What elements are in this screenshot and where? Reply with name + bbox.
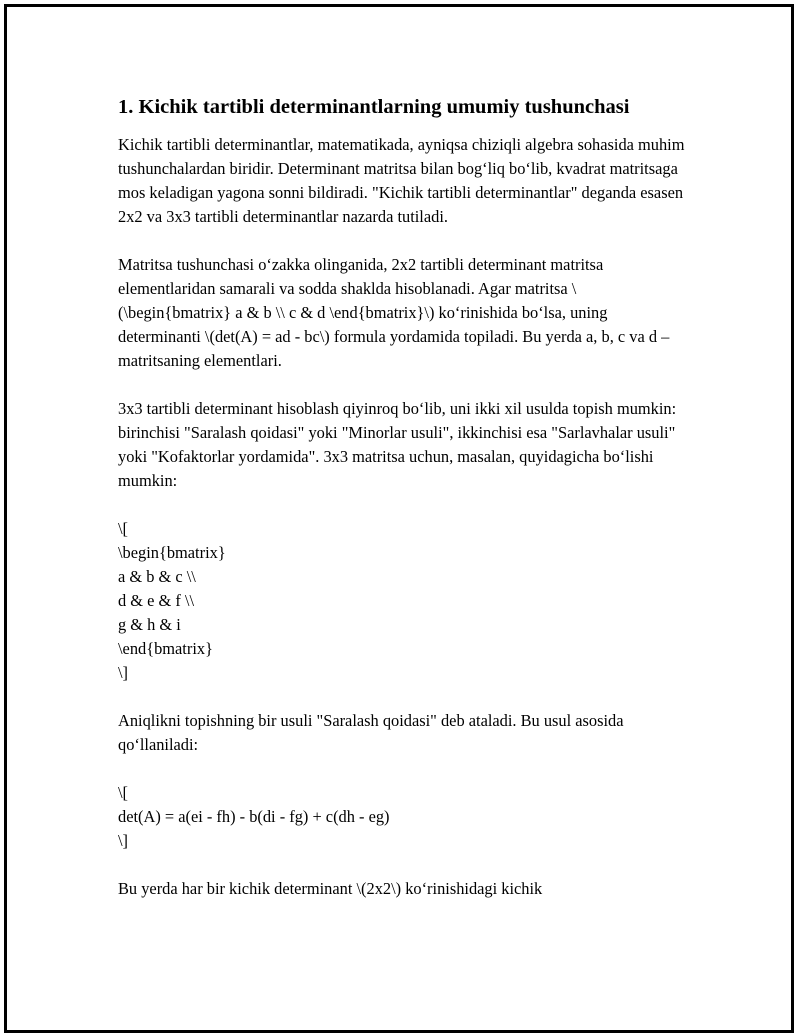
paragraph-closing: Bu yerda har bir kichik determinant \(2x2\) ko‘rinishidagi kichik: [118, 879, 543, 898]
paragraph-rule: Aniqlikni topishning bir usuli "Saralash qoidasi" deb ataladi. Bu usul asosida qo‘llaniladi:: [118, 711, 624, 754]
formula-block: \[ det(A) = a(ei - fh) - b(di - fg) + c(dh - eg) \]: [118, 783, 390, 850]
document-body: [118, 93, 688, 925]
paragraph-3x3: 3x3 tartibli determinant hisoblash qiyinroq bo‘lib, uni ikki xil usulda topish mumkin: birinchisi "Saralash qoidasi" yoki "Minorlar usuli", ikkinchisi esa "Sarlavhalar usuli" yoki "Kofaktorlar yordamida". 3x3 matritsa uchun, masalan, quyidagicha bo‘lishi mumkin:: [118, 399, 677, 490]
matrix-block: \[ \begin{bmatrix} a & b & c \\ d & e & f \\ g & h & i \end{bmatrix} \]: [118, 519, 226, 682]
paragraph-intro: Kichik tartibli determinantlar, matematikada, ayniqsa chiziqli algebra sohasida muhim tushunchalardan biridir. Determinant matritsa bilan bog‘liq bo‘lib, kvadrat matritsaga mos keladigan yagona sonni bildiradi. "Kichik tartibli determinantlar" deganda esasen 2x2 va 3x3 tartibli determinantlar nazarda tutiladi.: [118, 135, 685, 226]
paragraph-2x2: Matritsa tushunchasi o‘zakka olinganida, 2x2 tartibli determinant matritsa elementlaridan samarali va sodda shaklda hisoblanadi. Agar matritsa \(\begin{bmatrix} a & b \\ c & d \end{bmatrix}\) ko‘rinishida bo‘lsa, uning determinanti \(det(A) = ad - bc\) formula yordamida topiladi. Bu yerda a, b, c va d – matritsaning elementlari.: [118, 255, 670, 370]
section-heading: 1. Kichik tartibli determinantlarning umumiy tushunchasi: [118, 96, 630, 118]
